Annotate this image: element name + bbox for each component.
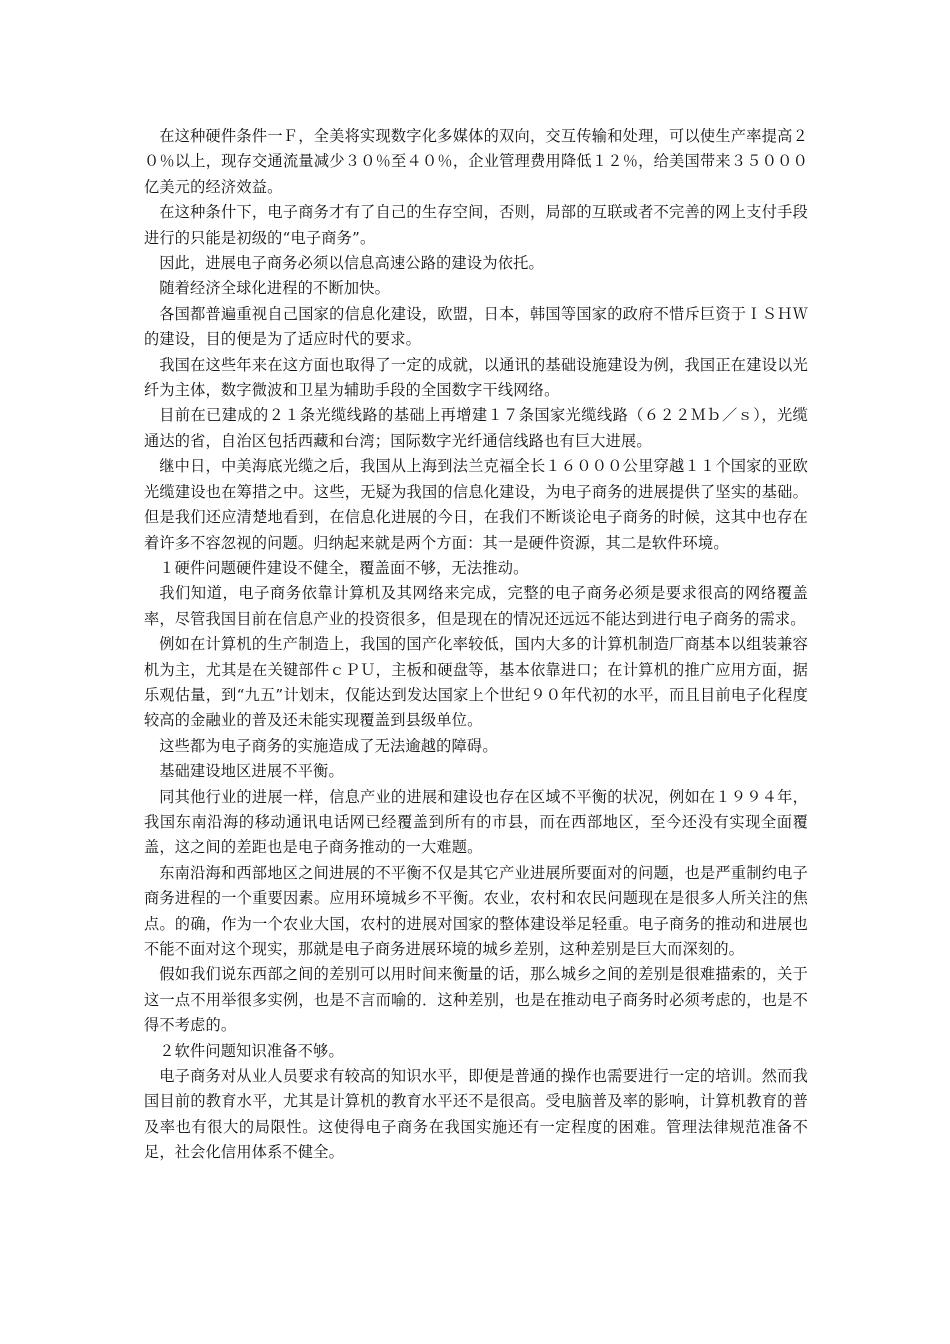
paragraph: 假如我们说东西部之间的差别可以用时间来衡量的话，那么城乡之间的差别是很难描索的，关于这一点不用举很多实例，也是不言而喻的．这种差别，也是在推动电子商务时必须考虑的，也是不得不考虑的。 <box>144 965 808 1035</box>
paragraph: 各国都普遍重视自己国家的信息化建设，欧盟，日本，韩国等国家的政府不惜斥巨资于ＩＳＨＷ的建设，目的便是为了适应时代的要求。 <box>144 304 808 349</box>
paragraph: 目前在已建成的２１条光缆线路的基础上再增建１７条国家光缆线路（６２２Ｍｂ／ｓ），光缆通达的省，自治区包括西藏和台湾；国际数字光纤通信线路也有巨大进展。 <box>144 406 808 450</box>
paragraph: 继中日，中美海底光缆之后，我国从上海到法兰克福全长１６０００公里穿越１１个国家的亚欧光缆建设也在筹措之中。这些，无疑为我国的信息化建设，为电子商务的进展提供了坚实的基础。但是我们还应清楚地看到，在信息化进展的今日，在我们不断谈论电子商务的时候，这其中也存在着许多不容忽视的问题。归纳起来就是两个方面：其一是硬件资源，其二是软件环境。 <box>144 457 808 552</box>
paragraph: 电子商务对从业人员要求有较高的知识水平，即便是普通的操作也需要进行一定的培训。然而我国目前的教育水平，尤其是计算机的教育水平还不是很高。受电脑普及率的影响，计算机教育的普及率也有很大的局限性。这使得电子商务在我国实施还有一定程度的困难。管理法律规范准备不足，社会化信用体系不健全。 <box>144 1067 808 1162</box>
paragraph: 这些都为电子商务的实施造成了无法逾越的障碍。 <box>159 736 498 755</box>
paragraph: 东南沿海和西部地区之间进展的不平衡不仅是其它产业进展所要面对的问题，也是严重制约电子商务进程的一个重要因素。应用环境城乡不平衡。农业，农村和农民问题现在是很多人所关注的焦点。的确，作为一个农业大国，农村的进展对国家的整体建设举足轻重。电子商务的推动和进展也不能不面对这个现实，那就是电子商务进展环境的城乡差别，这种差别是巨大而深刻的。 <box>144 863 808 958</box>
paragraph: 我们知道，电子商务依靠计算机及其网络来完成，完整的电子商务必须是要求很高的网络覆盖率，尽管我国目前在信息产业的投资很多，但是现在的情况还远远不能达到进行电子商务的需求。 <box>144 584 808 628</box>
paragraph: 在这种条什下，电子商务才有了自己的生存空间，否则，局部的互联或者不完善的网上支付手段进行的只能是初级的“电子商务”。 <box>144 203 808 247</box>
section-heading: １硬件问题硬件建设不健全，覆盖面不够，无法推动。 <box>159 558 529 577</box>
paragraph: 例如在计算机的生产制造上，我国的国产化率较低，国内大多的计算机制造厂商基本以组装兼容机为主，尤其是在关键部件ｃＰＵ，主板和硬盘等，基本依靠进口；在计算机的推广应用方面，据乐观估量，到“九五”计划末，仅能达到发达国家上个世纪９０年代初的水平，而且目前电子化程度较高的金融业的普及还未能实现覆盖到县级单位。 <box>144 635 808 730</box>
document-body <box>144 124 808 1166</box>
paragraph: 同其他行业的进展一样，信息产业的进展和建设也存在区域不平衡的状况，例如在１９９４年，我国东南沿海的移动通讯电话网已经覆盖到所有的市县，而在西部地区，至今还没有实现全面覆盖，这之间的差距也是电子商务推动的一大难题。 <box>144 787 808 857</box>
section-heading: ２软件问题知识准备不够。 <box>159 1041 344 1060</box>
paragraph: 因此，进展电子商务必须以信息高速公路的建设为依托。 <box>159 254 544 273</box>
paragraph: 我国在这些年来在这方面也取得了一定的成就，以通讯的基础设施建设为例，我国正在建设以光纤为主体，数字微波和卫星为辅助手段的全国数字干线网络。 <box>144 355 808 400</box>
paragraph: 在这种硬件条件一Ｆ，全美将实现数字化多媒体的双向，交互传输和处理，可以使生产率提高２０％以上，现存交通流量减少３０％至４０％，企业管理费用降低１２％，给美国带来３５０００亿美元的经济效益。 <box>144 127 808 196</box>
paragraph: 随着经济全球化进程的不断加快。 <box>159 279 390 298</box>
paragraph: 基础建设地区进展不平衡。 <box>159 762 344 781</box>
